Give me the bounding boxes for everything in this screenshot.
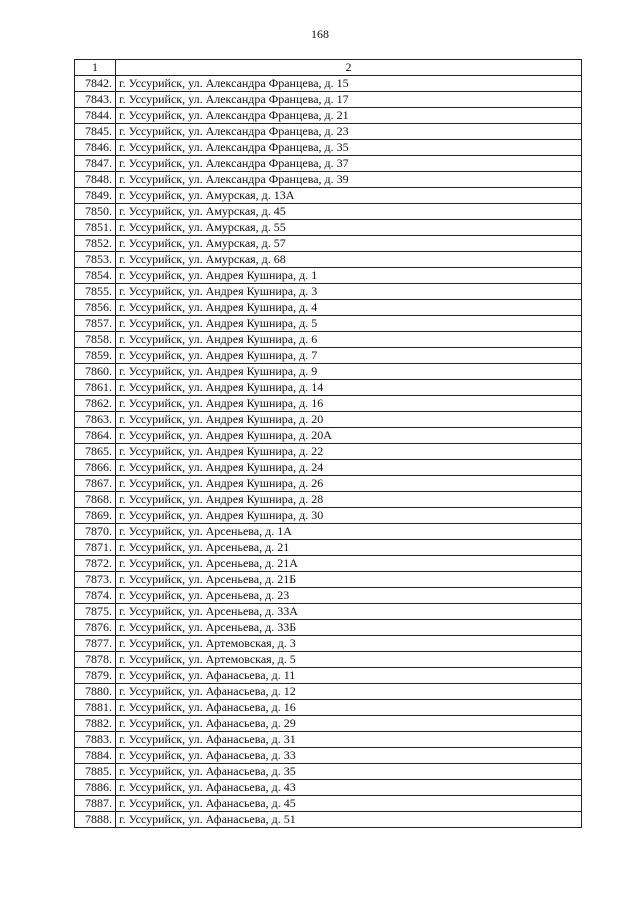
- table-row: [75, 348, 582, 364]
- address-table: [74, 59, 582, 828]
- table-row: [75, 460, 582, 476]
- page-number: 168: [311, 27, 329, 41]
- row-address: г. Уссурийск, ул. Арсеньева, д. 21Б: [116, 572, 582, 588]
- row-number: 7870.: [75, 524, 116, 540]
- row-address: г. Уссурийск, ул. Андрея Кушнира, д. 5: [116, 316, 582, 332]
- header-row: [75, 60, 582, 76]
- row-number: 7863.: [75, 412, 116, 428]
- table-row: [75, 796, 582, 812]
- row-address: г. Уссурийск, ул. Андрея Кушнира, д. 7: [116, 348, 582, 364]
- row-number: 7848.: [75, 172, 116, 188]
- row-address: г. Уссурийск, ул. Афанасьева, д. 45: [116, 796, 582, 812]
- row-address: г. Уссурийск, ул. Андрея Кушнира, д. 22: [116, 444, 582, 460]
- row-number: 7868.: [75, 492, 116, 508]
- row-number: 7866.: [75, 460, 116, 476]
- row-address: г. Уссурийск, ул. Андрея Кушнира, д. 9: [116, 364, 582, 380]
- table-row: [75, 700, 582, 716]
- table-row: [75, 364, 582, 380]
- row-address: г. Уссурийск, ул. Андрея Кушнира, д. 1: [116, 268, 582, 284]
- row-address: г. Уссурийск, ул. Александра Францева, д. 23: [116, 124, 582, 140]
- row-address: г. Уссурийск, ул. Афанасьева, д. 11: [116, 668, 582, 684]
- table-row: [75, 540, 582, 556]
- row-number: 7880.: [75, 684, 116, 700]
- row-address: г. Уссурийск, ул. Афанасьева, д. 31: [116, 732, 582, 748]
- table-row: [75, 76, 582, 92]
- table-row: [75, 764, 582, 780]
- row-number: 7860.: [75, 364, 116, 380]
- table-row: [75, 380, 582, 396]
- table-row: [75, 620, 582, 636]
- row-address: г. Уссурийск, ул. Арсеньева, д. 33Б: [116, 620, 582, 636]
- row-address: г. Уссурийск, ул. Андрея Кушнира, д. 20: [116, 412, 582, 428]
- table-row: [75, 188, 582, 204]
- row-address: г. Уссурийск, ул. Арсеньева, д. 23: [116, 588, 582, 604]
- row-number: 7861.: [75, 380, 116, 396]
- row-number: 7869.: [75, 508, 116, 524]
- row-number: 7883.: [75, 732, 116, 748]
- table-row: [75, 572, 582, 588]
- table-row: [75, 748, 582, 764]
- row-number: 7858.: [75, 332, 116, 348]
- row-number: 7887.: [75, 796, 116, 812]
- row-number: 7850.: [75, 204, 116, 220]
- row-address: г. Уссурийск, ул. Александра Францева, д. 17: [116, 92, 582, 108]
- row-number: 7884.: [75, 748, 116, 764]
- row-number: 7875.: [75, 604, 116, 620]
- table-body: [75, 76, 582, 828]
- row-number: 7854.: [75, 268, 116, 284]
- row-number: 7864.: [75, 428, 116, 444]
- row-number: 7845.: [75, 124, 116, 140]
- row-number: 7873.: [75, 572, 116, 588]
- row-address: г. Уссурийск, ул. Александра Францева, д. 39: [116, 172, 582, 188]
- row-address: г. Уссурийск, ул. Афанасьева, д. 33: [116, 748, 582, 764]
- table-row: [75, 396, 582, 412]
- table-row: [75, 220, 582, 236]
- table-row: [75, 684, 582, 700]
- row-address: г. Уссурийск, ул. Андрея Кушнира, д. 20А: [116, 428, 582, 444]
- row-number: 7867.: [75, 476, 116, 492]
- row-number: 7843.: [75, 92, 116, 108]
- row-number: 7879.: [75, 668, 116, 684]
- row-address: г. Уссурийск, ул. Амурская, д. 55: [116, 220, 582, 236]
- row-number: 7886.: [75, 780, 116, 796]
- table-row: [75, 524, 582, 540]
- table-row: [75, 668, 582, 684]
- table-row: [75, 444, 582, 460]
- row-address: г. Уссурийск, ул. Андрея Кушнира, д. 30: [116, 508, 582, 524]
- row-address: г. Уссурийск, ул. Александра Францева, д. 37: [116, 156, 582, 172]
- row-number: 7851.: [75, 220, 116, 236]
- row-address: г. Уссурийск, ул. Арсеньева, д. 33А: [116, 604, 582, 620]
- row-number: 7846.: [75, 140, 116, 156]
- row-number: 7877.: [75, 636, 116, 652]
- table-row: [75, 92, 582, 108]
- row-address: г. Уссурийск, ул. Андрея Кушнира, д. 6: [116, 332, 582, 348]
- table-row: [75, 252, 582, 268]
- table-row: [75, 236, 582, 252]
- row-number: 7878.: [75, 652, 116, 668]
- row-address: г. Уссурийск, ул. Афанасьева, д. 16: [116, 700, 582, 716]
- table-row: [75, 140, 582, 156]
- table-row: [75, 732, 582, 748]
- row-address: г. Уссурийск, ул. Афанасьева, д. 35: [116, 764, 582, 780]
- table-row: [75, 172, 582, 188]
- row-number: 7881.: [75, 700, 116, 716]
- table-row: [75, 204, 582, 220]
- row-address: г. Уссурийск, ул. Артемовская, д. 5: [116, 652, 582, 668]
- row-address: г. Уссурийск, ул. Андрея Кушнира, д. 28: [116, 492, 582, 508]
- row-number: 7882.: [75, 716, 116, 732]
- row-address: г. Уссурийск, ул. Амурская, д. 13А: [116, 188, 582, 204]
- row-number: 7849.: [75, 188, 116, 204]
- table-row: [75, 780, 582, 796]
- row-address: г. Уссурийск, ул. Артемовская, д. 3: [116, 636, 582, 652]
- table-row: [75, 412, 582, 428]
- row-address: г. Уссурийск, ул. Афанасьева, д. 12: [116, 684, 582, 700]
- row-number: 7885.: [75, 764, 116, 780]
- table-row: [75, 812, 582, 828]
- row-address: г. Уссурийск, ул. Арсеньева, д. 21А: [116, 556, 582, 572]
- table-row: [75, 316, 582, 332]
- row-number: 7842.: [75, 76, 116, 92]
- row-address: г. Уссурийск, ул. Афанасьева, д. 29: [116, 716, 582, 732]
- row-address: г. Уссурийск, ул. Андрея Кушнира, д. 14: [116, 380, 582, 396]
- row-number: 7871.: [75, 540, 116, 556]
- table-row: [75, 156, 582, 172]
- row-address: г. Уссурийск, ул. Афанасьева, д. 43: [116, 780, 582, 796]
- row-number: 7855.: [75, 284, 116, 300]
- row-number: 7844.: [75, 108, 116, 124]
- row-address: г. Уссурийск, ул. Амурская, д. 68: [116, 252, 582, 268]
- row-number: 7872.: [75, 556, 116, 572]
- table-row: [75, 268, 582, 284]
- row-address: г. Уссурийск, ул. Андрея Кушнира, д. 16: [116, 396, 582, 412]
- row-address: г. Уссурийск, ул. Арсеньева, д. 1А: [116, 524, 582, 540]
- table-row: [75, 332, 582, 348]
- table-row: [75, 428, 582, 444]
- table-row: [75, 108, 582, 124]
- row-number: 7847.: [75, 156, 116, 172]
- row-address: г. Уссурийск, ул. Амурская, д. 45: [116, 204, 582, 220]
- table-row: [75, 284, 582, 300]
- row-number: 7852.: [75, 236, 116, 252]
- row-address: г. Уссурийск, ул. Александра Францева, д. 21: [116, 108, 582, 124]
- row-address: г. Уссурийск, ул. Афанасьева, д. 51: [116, 812, 582, 828]
- row-address: г. Уссурийск, ул. Александра Францева, д. 35: [116, 140, 582, 156]
- table-row: [75, 300, 582, 316]
- row-number: 7876.: [75, 620, 116, 636]
- table-row: [75, 636, 582, 652]
- row-number: 7857.: [75, 316, 116, 332]
- row-number: 7859.: [75, 348, 116, 364]
- row-address: г. Уссурийск, ул. Амурская, д. 57: [116, 236, 582, 252]
- row-number: 7862.: [75, 396, 116, 412]
- table-row: [75, 508, 582, 524]
- row-address: г. Уссурийск, ул. Арсеньева, д. 21: [116, 540, 582, 556]
- row-address: г. Уссурийск, ул. Андрея Кушнира, д. 3: [116, 284, 582, 300]
- table-row: [75, 492, 582, 508]
- table-row: [75, 588, 582, 604]
- row-number: 7853.: [75, 252, 116, 268]
- column-header-number: 1: [75, 60, 116, 76]
- table-row: [75, 652, 582, 668]
- row-address: г. Уссурийск, ул. Андрея Кушнира, д. 26: [116, 476, 582, 492]
- table-row: [75, 124, 582, 140]
- table-row: [75, 556, 582, 572]
- table-row: [75, 604, 582, 620]
- row-number: 7856.: [75, 300, 116, 316]
- row-number: 7865.: [75, 444, 116, 460]
- row-address: г. Уссурийск, ул. Андрея Кушнира, д. 4: [116, 300, 582, 316]
- column-header-address: 2: [116, 60, 582, 76]
- row-address: г. Уссурийск, ул. Андрея Кушнира, д. 24: [116, 460, 582, 476]
- row-address: г. Уссурийск, ул. Александра Францева, д. 15: [116, 76, 582, 92]
- row-number: 7888.: [75, 812, 116, 828]
- table-row: [75, 476, 582, 492]
- table-row: [75, 716, 582, 732]
- row-number: 7874.: [75, 588, 116, 604]
